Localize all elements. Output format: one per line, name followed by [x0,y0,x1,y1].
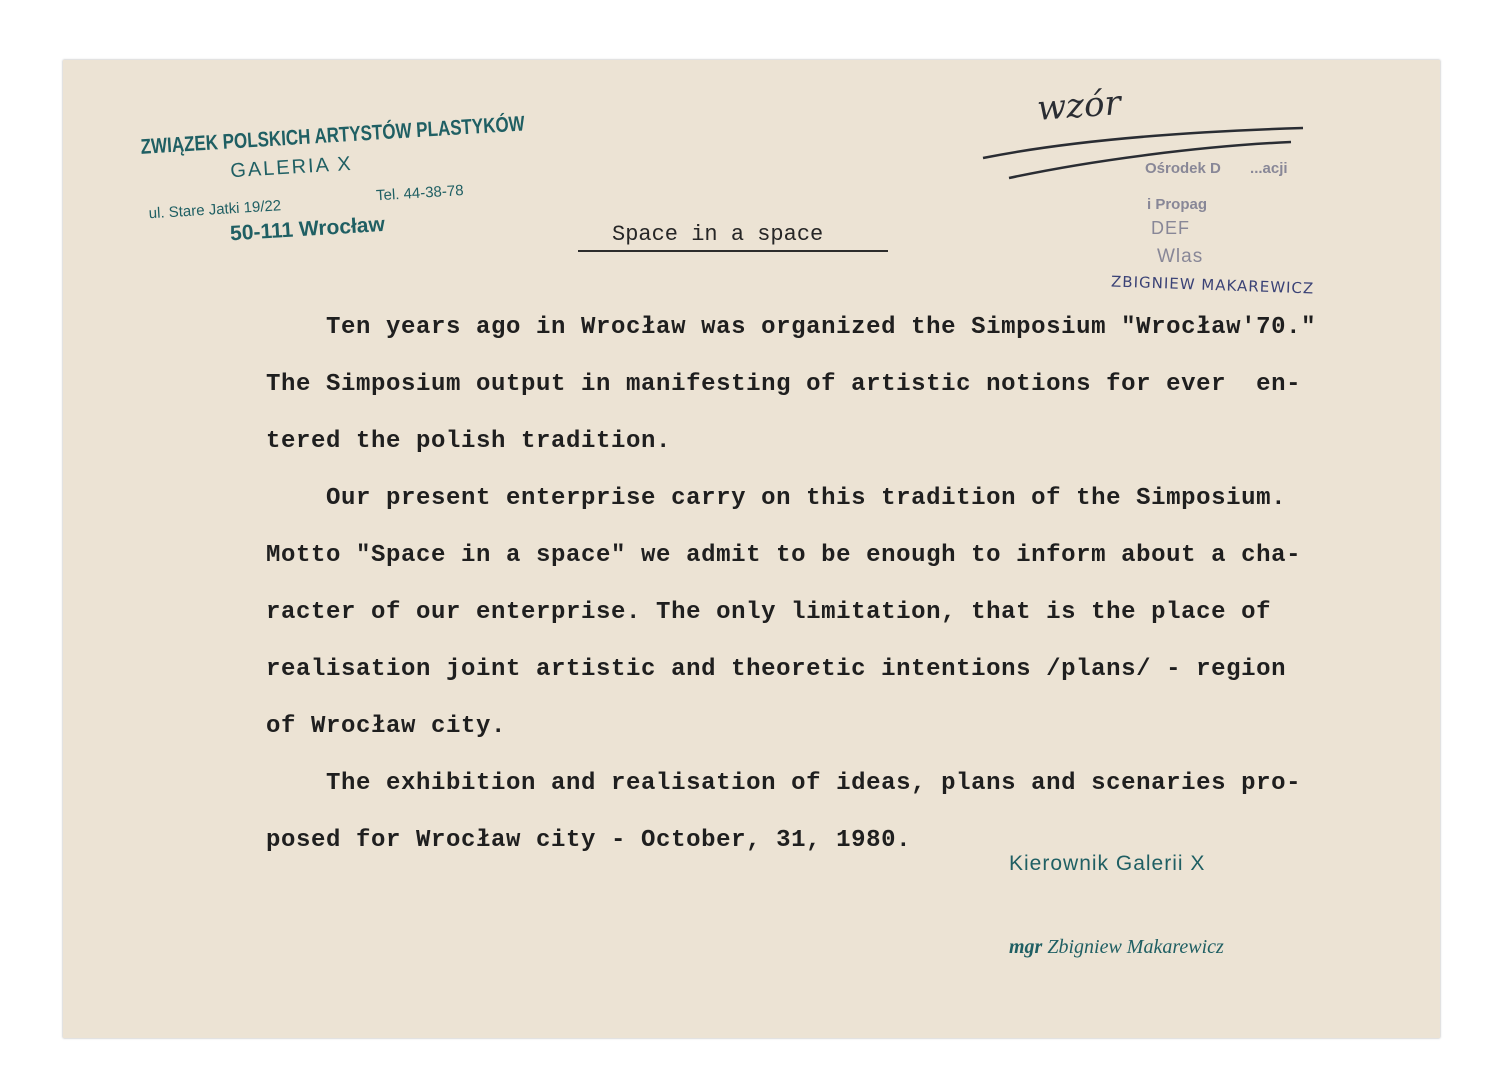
received-stamp-line2: i Propag [1147,196,1208,213]
signatory-name: Zbigniew Makarewicz [1047,936,1224,958]
body-line: Motto "Space in a space" we admit to be enough to inform about a cha- [266,542,1302,569]
title-underline [578,250,888,252]
signatory-stamp [1009,936,1224,959]
document-sheet [63,60,1440,1038]
body-line: The Simposium output in manifesting of artistic notions for ever en- [266,371,1302,398]
body-line: realisation joint artistic and theoretic intentions /plans/ - region [266,656,1287,683]
received-stamp-line4: Wlas [1157,246,1204,267]
body-line: of Wrocław city. [266,713,507,740]
stamp-gallery-name: GALERIA X [229,152,354,183]
received-stamp-line1: Ośrodek D ...acji [1145,160,1288,177]
document-body [266,299,1406,869]
organization-stamp [139,103,526,256]
body-line: posed for Wrocław city - October, 31, 1980. [266,827,912,854]
handwritten-signature: ZBIGNIEW MAKAREWICZ [1110,272,1315,298]
stamp-phone: Tel. 44-38-78 [375,182,465,205]
body-line: racter of our enterprise. The only limitation, that is the place of [266,599,1272,626]
closing-role-stamp: Kierownik Galerii X [1009,852,1206,875]
body-line: Ten years ago in Wrocław was organized the Simposium "Wrocław'70." [266,314,1317,341]
body-line: The exhibition and realisation of ideas, plans and scenaries pro- [266,770,1302,797]
handwritten-annotation: wzór [1035,83,1123,129]
body-line: tered the polish tradition. [266,428,672,455]
stamp-org-name: ZWIĄZEK POLSKICH ARTYSTÓW PLASTYKÓW [139,111,526,159]
body-line: Our present enterprise carry on this tradition of the Simposium. [266,485,1287,512]
signatory-title: mgr [1009,936,1043,958]
stamp-city: 50-111 Wrocław [229,212,386,246]
document-title: Space in a space [612,222,824,247]
received-stamp-line3: DEF [1151,218,1190,238]
stamp-address: ul. Stare Jatki 19/22 [148,197,282,223]
